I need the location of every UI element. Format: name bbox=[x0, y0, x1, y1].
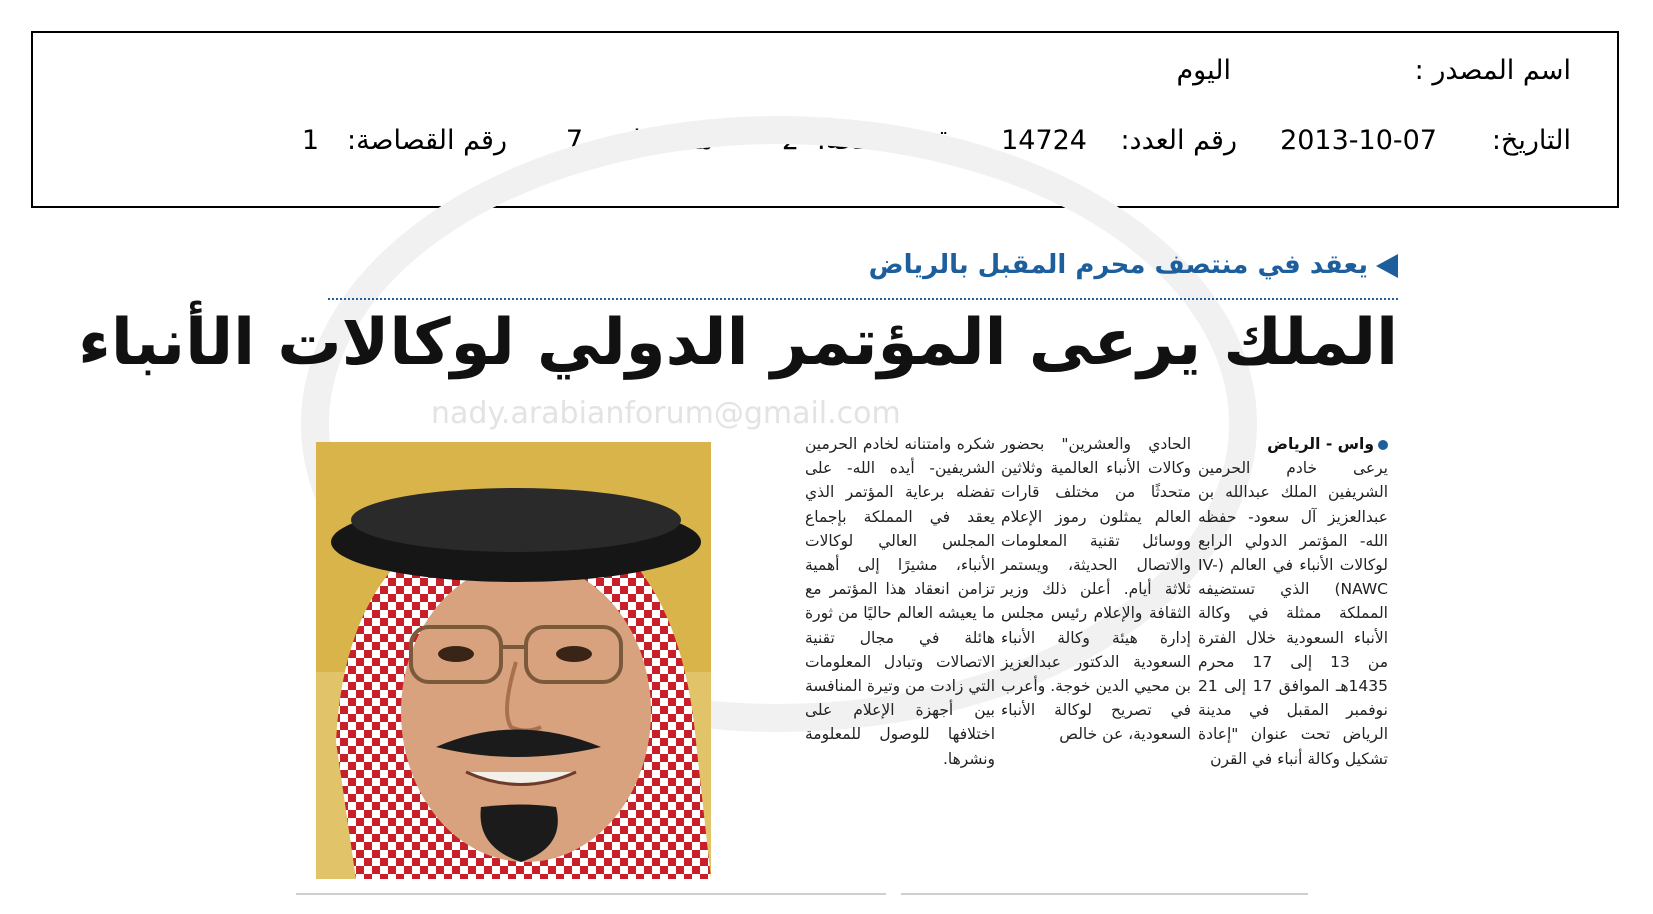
king-photo bbox=[316, 442, 711, 879]
article-byline: واس - الرياض bbox=[1198, 432, 1388, 456]
date-label: التاريخ: bbox=[1491, 125, 1571, 156]
article-column-1 bbox=[1198, 432, 1388, 771]
byline-bullet-icon bbox=[1378, 440, 1388, 450]
page-value: 2 bbox=[781, 125, 799, 156]
source-value: اليوم bbox=[1176, 55, 1231, 86]
watermark-email: nady.arabianforum@gmail.com bbox=[431, 396, 901, 431]
issue-value: 14724 bbox=[1001, 125, 1087, 156]
page-label: رقم الصفحة: bbox=[816, 125, 963, 156]
article-subhead: يعقد في منتصف محرم المقبل بالرياض bbox=[868, 250, 1368, 280]
column-2-text: الحادي والعشرين" بحضور وكالات الأنباء العالمية وثلاثين متحدثًا من مختلف قارات العالم يمثلون رموز الإعلام ووسائل تقنية المعلومات والاتصال الحديثة، ويستمر ثلاثة أيام. أعلن ذلك وزير الثقافة والإعلام رئيس مجلس إدارة هيئة وكالة الأنباء السعودية الدكتور عبدالعزيز بن محيي الدين خوجة. وأعرب في تصريح لوكالة الأنباء السعودية، عن خالص bbox=[1001, 435, 1191, 744]
serial-value: 7 bbox=[565, 125, 583, 156]
article-column-3 bbox=[805, 432, 995, 771]
subhead-arrow-icon bbox=[1376, 254, 1398, 278]
portrait-illustration-icon bbox=[316, 442, 711, 879]
dotted-divider bbox=[328, 298, 1398, 300]
clipping-value: 1 bbox=[301, 125, 319, 156]
serial-label: مسلسل: bbox=[611, 125, 713, 156]
column-3-text: شكره وامتنانه لخادم الحرمين الشريفين- أيده الله- على تفضله برعاية المؤتمر الذي يعقد في المملكة بإجماع المجلس العالي لوكالات الأنباء، مشيرًا إلى أهمية تزامن انعقاد هذا المؤتمر مع ما يعيشه العالم حاليًا من ثورة هائلة في مجال تقنية الاتصالات وتبادل المعلومات التي زادت من وتيرة المنافسة بين أجهزة الإعلام على اختلافها للوصول للمعلومة ونشرها. bbox=[805, 435, 995, 768]
bottom-rule-left bbox=[296, 893, 886, 895]
article-column-2 bbox=[1001, 432, 1191, 747]
column-1-text: يرعى خادم الحرمين الشريفين الملك عبدالله بن عبدالعزيز آل سعود- حفظه الله- المؤتمر الدولي الرابع لوكالات الأنباء في العالم (IV-NAWC) الذي تستضيفه المملكة ممثلة في وكالة الأنباء السعودية خلال الفترة من 13 إلى 17 محرم 1435هـ الموافق 17 إلى 21 نوفمبر المقبل في مدينة الرياض تحت عنوان "إعادة تشكيل وكالة أنباء في القرن bbox=[1198, 459, 1388, 768]
bottom-rule-right bbox=[901, 893, 1308, 895]
source-label: اسم المصدر : bbox=[1414, 55, 1571, 86]
clipping-label: رقم القصاصة: bbox=[346, 125, 507, 156]
article-headline: الملك يرعى المؤتمر الدولي لوكالات الأنباء bbox=[78, 306, 1398, 380]
issue-label: رقم العدد: bbox=[1120, 125, 1237, 156]
date-value: 2013-10-07 bbox=[1280, 125, 1437, 156]
newspaper-clipping bbox=[78, 236, 1398, 914]
